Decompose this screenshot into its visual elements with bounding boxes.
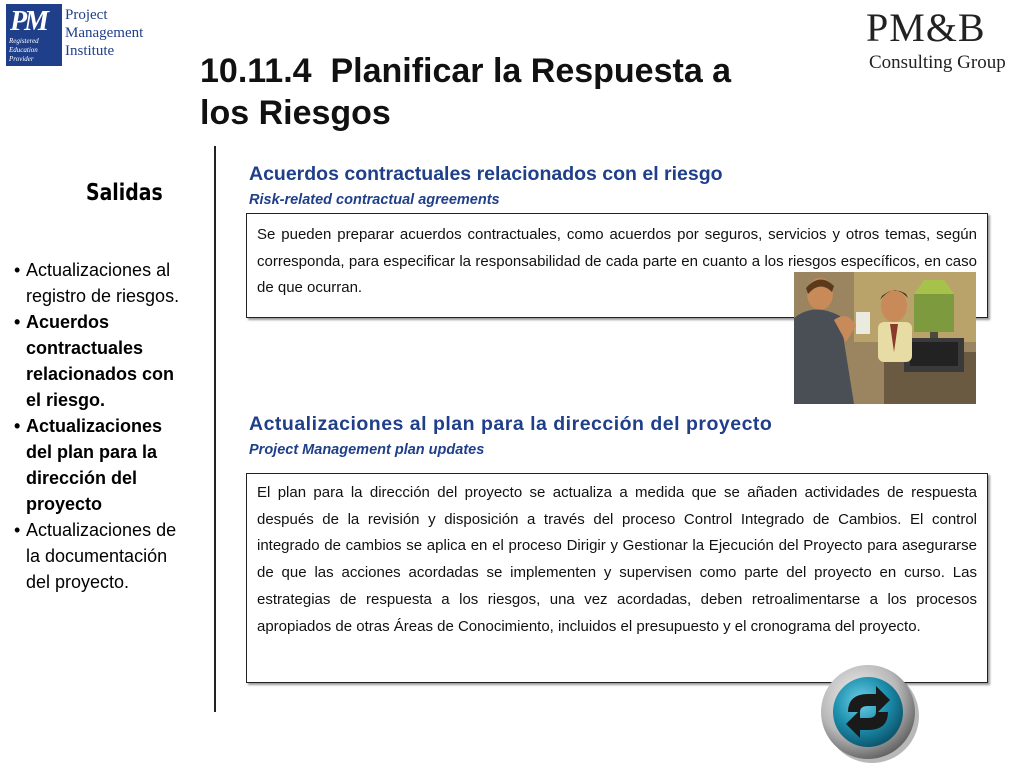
section-subtitle: Project Management plan updates xyxy=(249,442,485,458)
outputs-list-item: • Actualizaciones de la documentación del proyecto. xyxy=(12,517,192,595)
section-title: Acuerdos contractuales relacionados con el riesgo xyxy=(249,163,723,185)
pmi-logo-small-line: Registered xyxy=(9,37,39,45)
pmi-logo-word: Project xyxy=(65,7,108,23)
business-meeting-illustration xyxy=(794,272,976,404)
pmi-logo-word: Management xyxy=(65,25,144,41)
pmi-logo-letters: PM xyxy=(10,6,46,37)
pmb-logo xyxy=(866,5,1016,74)
section-text-box xyxy=(246,473,988,683)
page-title-line: los Riesgos xyxy=(200,94,391,132)
pmi-logo xyxy=(6,4,148,66)
pmi-logo-words xyxy=(65,6,155,60)
section-title: Actualizaciones al plan para la dirección del proyecto xyxy=(249,413,773,435)
section-subtitle: Risk-related contractual agreements xyxy=(249,192,500,208)
section-body-text: Se pueden preparar acuerdos contractuales, como acuerdos por seguros, servicios y otros temas, según corresponda, para especificar la responsabilidad de cada parte en cuanto a los riesgos específicos, en caso de que ocurran. xyxy=(257,226,977,297)
outputs-heading: Salidas xyxy=(86,180,163,206)
pmi-logo-small-line: Provider xyxy=(9,55,34,63)
pmi-logo-word: Institute xyxy=(65,43,115,59)
pmi-logo-mark xyxy=(6,4,62,66)
pmb-logo-subtitle: Consulting Group xyxy=(869,52,1006,73)
pmi-logo-small-line: Education xyxy=(9,46,38,54)
vertical-divider xyxy=(214,146,216,712)
refresh-button[interactable] xyxy=(818,662,922,766)
outputs-list-item: • Acuerdos contractuales relacionados con el riesgo. xyxy=(12,309,192,413)
outputs-list-item: • Actualizaciones al registro de riesgos. xyxy=(12,257,192,309)
outputs-list xyxy=(12,257,192,595)
outputs-list-item: • Actualizaciones del plan para la dirección del proyecto xyxy=(12,413,192,517)
pmb-logo-mark: PM&B xyxy=(866,5,986,50)
section-body-text: El plan para la dirección del proyecto se actualiza a medida que se añaden actividades de respuesta después de la revisión y disposición a través del proceso Control Integrado de Cambios. El control integrado de cambios se aplica en el proceso Dirigir y Gestionar la Ejecución del Proyecto para asegurarse de que las acciones acordadas se implementen y supervisen como parte del proyecto en curso. Las estrategias de respuesta a los riesgos, una vez acordadas, deben retroalimentarse a los procesos apropiados de otras Áreas de Conocimiento, incluidos el presupuesto y el cronograma del proyecto. xyxy=(257,484,977,635)
page-title xyxy=(200,50,860,134)
page-title-line: 10.11.4 Planificar la Respuesta a xyxy=(200,52,732,90)
